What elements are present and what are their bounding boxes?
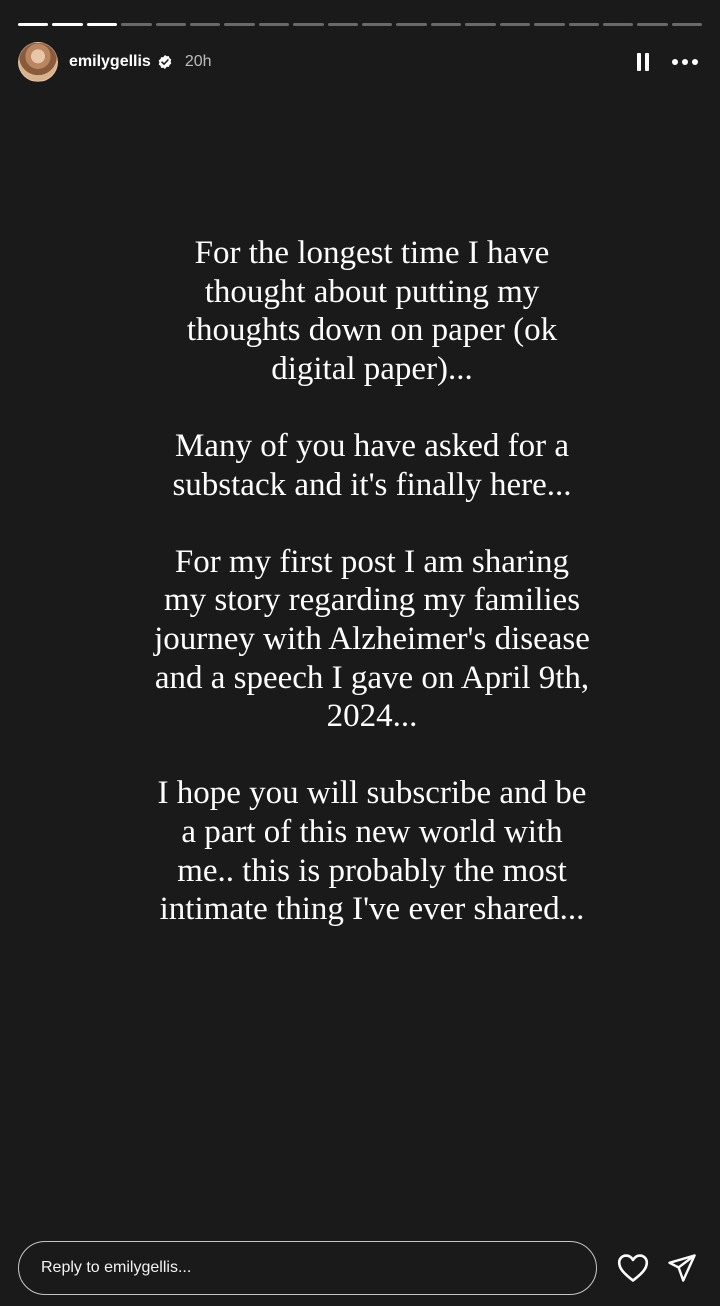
story-header <box>18 42 702 82</box>
progress-segment <box>328 23 358 26</box>
story-paragraph: Many of you have asked for a substack and it's finally here... <box>172 427 572 503</box>
progress-segment <box>500 23 530 26</box>
progress-segment <box>18 23 48 26</box>
post-time: 20h <box>184 53 212 70</box>
story-paragraph: For the longest time I have thought about putting my thoughts down on paper (ok digital paper)... <box>186 235 558 387</box>
progress-segment <box>156 23 186 26</box>
progress-segment <box>465 23 495 26</box>
heart-icon[interactable] <box>613 1248 652 1288</box>
story-footer <box>18 1240 702 1296</box>
progress-segment <box>672 23 702 26</box>
progress-segment <box>121 23 151 26</box>
progress-segment <box>569 23 599 26</box>
progress-segment <box>190 23 220 26</box>
progress-segment <box>534 23 564 26</box>
story-progress-bar <box>18 23 702 26</box>
more-icon[interactable] <box>668 47 702 77</box>
story-text <box>150 234 594 929</box>
progress-segment <box>224 23 254 26</box>
avatar[interactable] <box>18 42 58 82</box>
progress-segment <box>603 23 633 26</box>
progress-segment <box>259 23 289 26</box>
progress-segment <box>362 23 392 26</box>
progress-segment <box>293 23 323 26</box>
send-icon[interactable] <box>663 1248 702 1288</box>
story-paragraph: For my first post I am sharing my story regarding my families journey with Alzheimer's disease and a speech I gave on April 9th, 2024... <box>154 543 590 735</box>
progress-segment <box>396 23 426 26</box>
reply-input[interactable] <box>18 1241 597 1295</box>
username[interactable]: emilygellis <box>69 53 151 70</box>
progress-segment <box>87 23 117 26</box>
verified-badge-icon <box>157 54 173 70</box>
pause-icon[interactable] <box>628 47 658 77</box>
progress-segment <box>637 23 667 26</box>
progress-segment <box>52 23 82 26</box>
story-paragraph: I hope you will subscribe and be a part of this new world with me.. this is probably the most intimate thing I've ever shared... <box>157 775 587 928</box>
progress-segment <box>431 23 461 26</box>
